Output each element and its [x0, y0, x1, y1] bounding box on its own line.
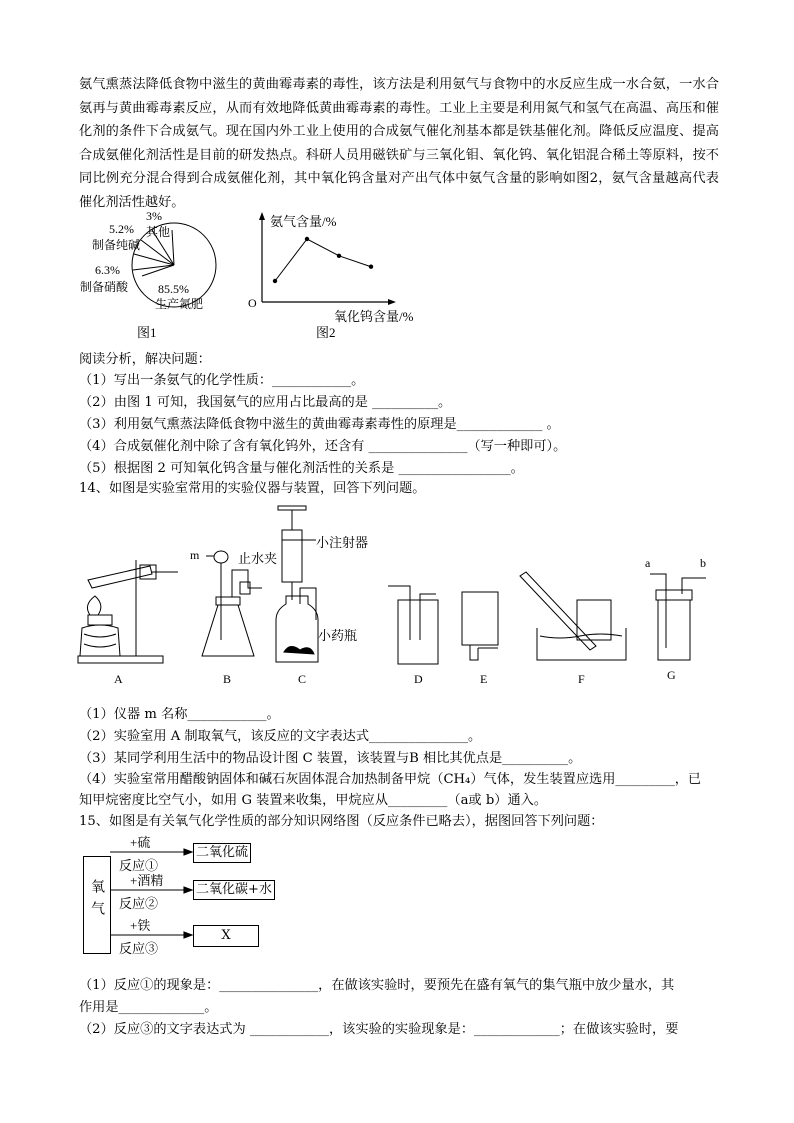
- pie-label-3pct: 3%: [146, 209, 162, 223]
- q13-5: （5）根据图 2 可知氧化钨含量与催化剂活性的关系是 _________________。: [79, 461, 524, 476]
- pie-label-nitric: 制备硝酸: [80, 280, 129, 294]
- pie-label-soda: 制备纯碱: [92, 238, 141, 252]
- q15-1b: 作用是_____________。: [79, 1000, 218, 1015]
- apparatus-label-vial: 小药瓶: [318, 628, 358, 643]
- fig2-xlabel: 氧化钨含量/%: [334, 309, 414, 324]
- apparatus-label-b: b: [700, 556, 706, 570]
- apparatus-letter-g: G: [667, 668, 676, 682]
- intro-paragraph: 氨气熏蒸法降低食物中滋生的黄曲霉毒素的毒性，该方法是利用氨气与食物中的水反应生成一水合氨，一水合氨再与黄曲霉毒素反应，从而有效地降低黄曲霉毒素的毒性。工业上主要是利用氮气和氢气在高温、高压和催化剂的条件下合成氨气。现在国内外工业上使用的合成氨气催化剂基本都是铁基催化剂。降低反应温度、提高合成氨催化剂活性是目前的研发热点。科研人员用磁铁矿与三氧化钼、氧化钨、氧化铝混合稀土等原料，按不同比例充分混合得到合成氨催化剂，其中氧化钨含量对产出气体中氨气含量的影响如图2，氨气含量越高代表催化剂活性越好。: [79, 77, 719, 210]
- q14-1: （1）仪器 m 名称____________。: [79, 707, 280, 722]
- pie-label-fertilizer: 生产氮肥: [155, 297, 204, 311]
- q14-2: （2）实验室用 A 制取氧气，该反应的文字表达式_______________。: [79, 729, 482, 744]
- apparatus-letter-e: E: [480, 672, 488, 686]
- network-product-3: X: [193, 925, 259, 947]
- apparatus-label-m: m: [190, 548, 200, 562]
- q15-2: （2）反应③的文字表达式为 ____________，该实验的实验现象是：_____________；在做该实验时，要: [79, 1022, 679, 1037]
- fig2-ylabel: 氨气含量/%: [270, 214, 337, 229]
- network-product-2: 二氧化碳+水: [193, 880, 275, 900]
- apparatus-letter-d: D: [414, 672, 423, 686]
- fig1-caption: 图1: [137, 325, 157, 340]
- q13-3: （3）利用氨气熏蒸法降低食物中滋生的黄曲霉毒素毒性的原理是_____________ 。: [79, 417, 560, 432]
- apparatus-label-a: a: [645, 556, 651, 570]
- network-reaction-3: 反应③: [119, 941, 159, 956]
- fig2-caption: 图2: [316, 325, 336, 340]
- apparatus-label-syringe: 小注射器: [316, 535, 369, 550]
- network-center-label: 氧气: [89, 879, 105, 923]
- apparatus-letter-c: C: [298, 672, 307, 686]
- q14-4b: 知甲烷密度比空气小，如用 G 装置来收集，甲烷应从_________（a或 b）通入。: [79, 793, 548, 808]
- network-reaction-2: 反应②: [119, 896, 159, 911]
- q13-4: （4）合成氨催化剂中除了含有氧化钨外，还含有 _______________（写一种即可）。: [79, 439, 567, 454]
- pie-label-855pct: 85.5%: [158, 282, 189, 296]
- apparatus-letter-f: F: [578, 672, 585, 686]
- q14-3: （3）某同学利用生活中的物品设计图 C 装置，该装置与B 相比其优点是__________。: [79, 751, 582, 766]
- q13-2: （2）由图 1 可知，我国氨气的应用占比最高的是 __________。: [79, 395, 452, 410]
- q14-4a: （4）实验室常用醋酸钠固体和碱石灰固体混合加热制备甲烷（CH₄）气体，发生装置应选用_________，已: [79, 772, 702, 787]
- q15-title: 15、如图是有关氧气化学性质的部分知识网络图（反应条件已略去），据图回答下列问题：: [79, 814, 604, 829]
- network-reaction-1: 反应①: [119, 858, 159, 873]
- q13-1: （1）写出一条氨气的化学性质：____________。: [79, 373, 365, 388]
- apparatus-label-clamp: 止水夹: [238, 551, 278, 566]
- q14-title: 14、如图是实验室常用的实验仪器与装置，回答下列问题。: [79, 481, 426, 496]
- network-reagent-1: +硫: [130, 835, 151, 850]
- q15-1a: （1）反应①的现象是：_______________，在做该实验时，要预先在盛有氧气的集气瓶中放少量水，其: [79, 978, 675, 993]
- apparatus-letter-a: A: [114, 672, 123, 686]
- network-reagent-2: +酒精: [130, 873, 164, 888]
- reading-prompt: 阅读分析，解决问题：: [79, 352, 211, 367]
- pie-label-other: 其他: [146, 225, 171, 239]
- apparatus-letter-b: B: [223, 672, 232, 686]
- network-product-1: 二氧化硫: [193, 843, 251, 863]
- network-reagent-3: +铁: [130, 918, 151, 933]
- fig2-origin: O: [248, 296, 257, 310]
- pie-label-52pct: 5.2%: [109, 222, 134, 236]
- pie-label-63pct: 6.3%: [95, 263, 120, 277]
